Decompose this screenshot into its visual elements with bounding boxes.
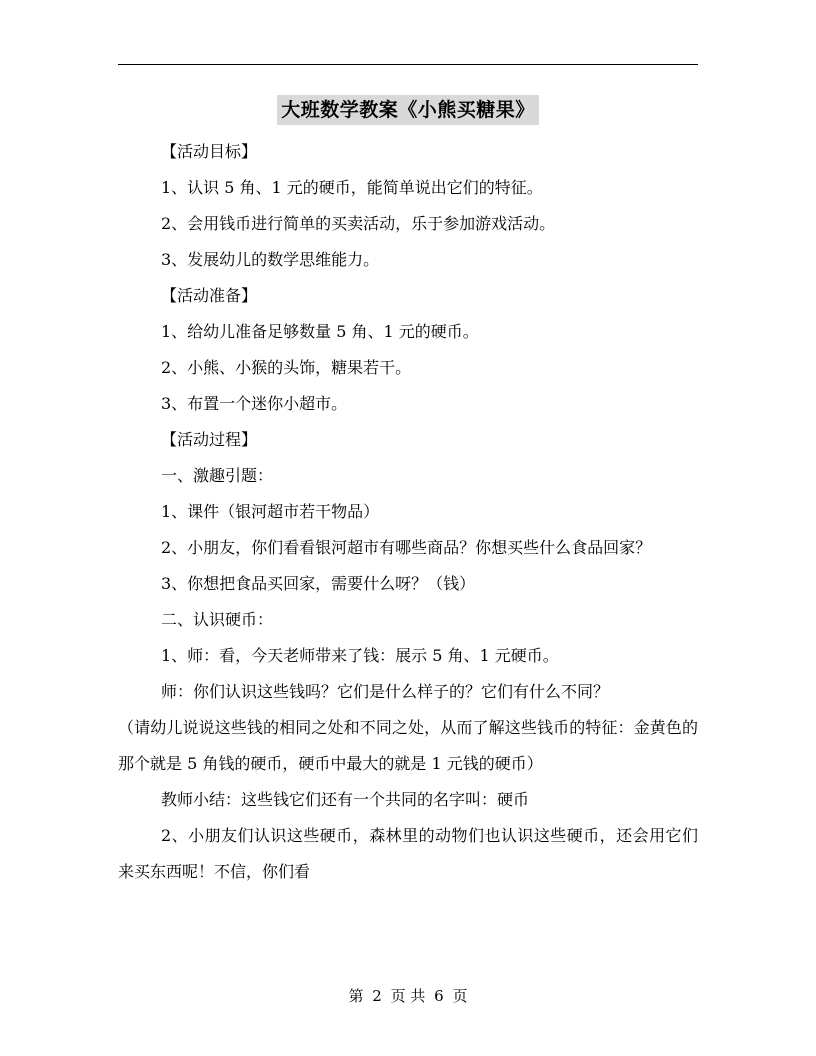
paragraph: 1、师：看，今天老师带来了钱：展示 5 角、1 元硬币。 (161, 646, 559, 665)
document-body (118, 134, 698, 890)
footer-prefix: 第 (348, 987, 364, 1005)
paragraph: 2、小朋友，你们看看银河超市有哪些商品？你想买些什么食品回家？ (161, 538, 652, 557)
page-footer (0, 986, 816, 1006)
paragraph: 3、布置一个迷你小超市。 (161, 394, 348, 413)
paragraph: 2、小熊、小猴的头饰，糖果若干。 (161, 358, 412, 377)
paragraph: 一、激趣引题： (161, 466, 274, 485)
paragraph: 3、发展幼儿的数学思维能力。 (161, 250, 380, 269)
title-container (0, 95, 816, 125)
paragraph: 1、认识 5 角、1 元的硬币，能简单说出它们的特征。 (161, 178, 543, 197)
paragraph: 二、认识硬币： (161, 610, 274, 629)
paragraph: （请幼儿说说这些钱的相同之处和不同之处，从而了解这些钱币的特征：金黄色的那个就是 5 角钱的硬币，硬币中最大的就是 1 元钱的硬币） (118, 718, 698, 773)
paragraph: 师：你们认识这些钱吗？它们是什么样子的？它们有什么不同？ (161, 682, 610, 701)
paragraph: 2、小朋友们认识这些硬币，森林里的动物们也认识这些硬币，还会用它们来买东西呢！不信，你们看 (118, 826, 698, 881)
footer-page-number: 2 (372, 987, 382, 1005)
footer-total-pages: 6 (434, 987, 444, 1005)
section-heading-preparation: 【活动准备】 (161, 286, 258, 305)
paragraph: 1、课件（银河超市若干物品） (161, 502, 380, 521)
footer-suffix: 页 (452, 987, 468, 1005)
paragraph: 1、给幼儿准备足够数量 5 角、1 元的硬币。 (161, 322, 479, 341)
document-title: 大班数学教案《小熊买糖果》 (277, 95, 539, 125)
footer-middle: 页 共 (390, 987, 426, 1005)
paragraph: 3、你想把食品买回家，需要什么呀？（钱） (161, 574, 476, 593)
header-rule (118, 64, 698, 65)
section-heading-goals: 【活动目标】 (161, 142, 258, 161)
section-heading-process: 【活动过程】 (161, 430, 258, 449)
paragraph: 教师小结：这些钱它们还有一个共同的名字叫：硬币 (161, 790, 530, 809)
paragraph: 2、会用钱币进行简单的买卖活动，乐于参加游戏活动。 (161, 214, 556, 233)
